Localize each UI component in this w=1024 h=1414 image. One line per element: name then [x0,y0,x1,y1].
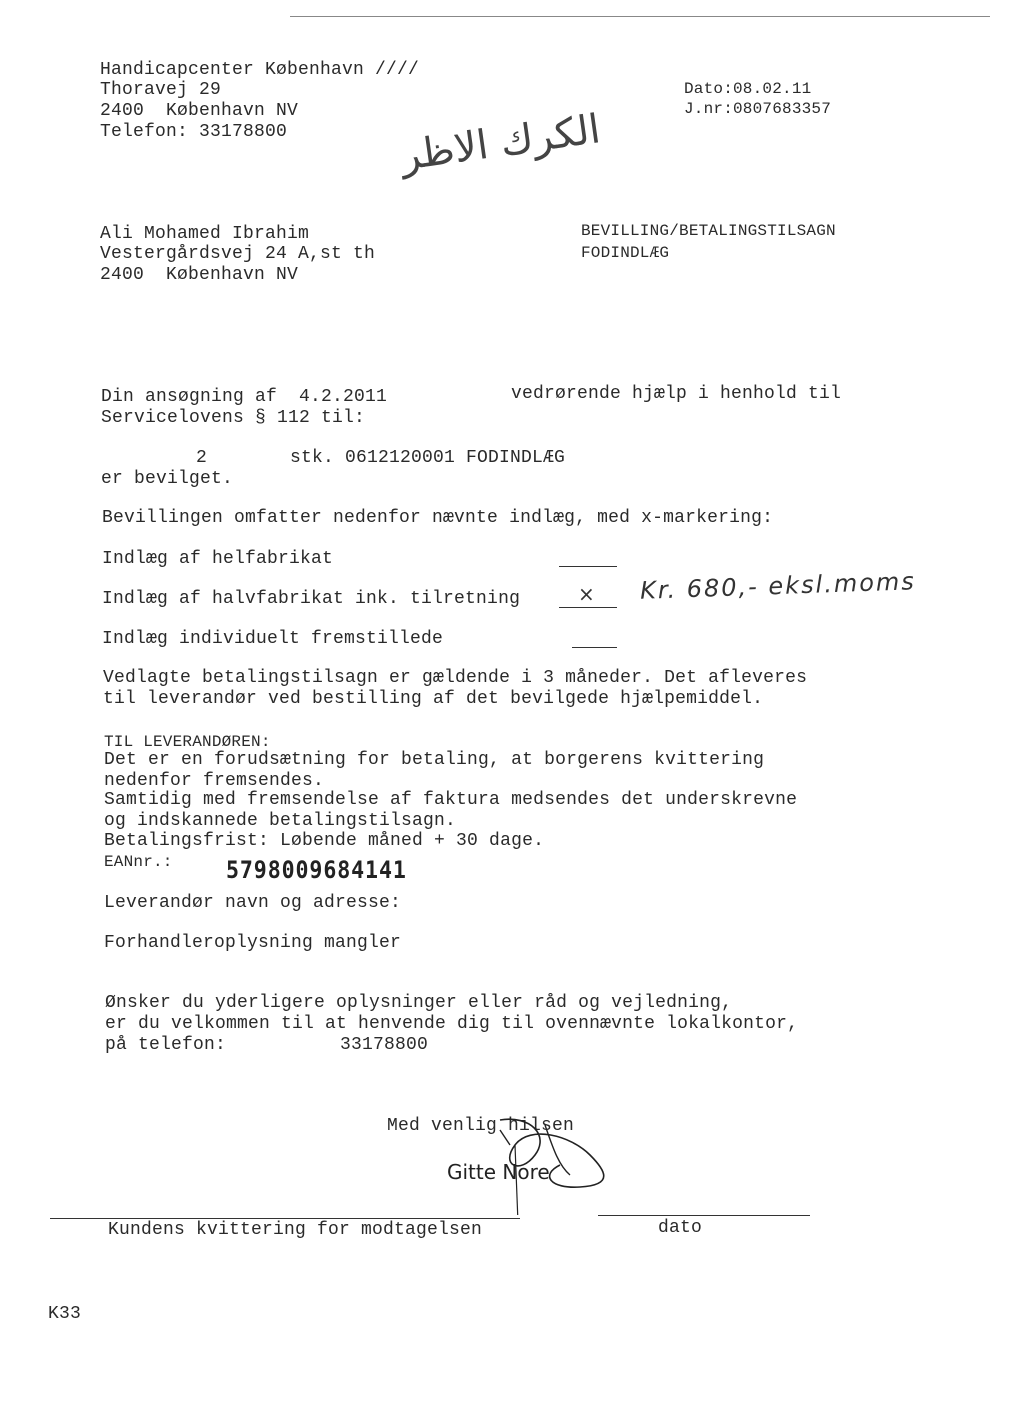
supplier-note-line-1: Det er en forudsætning for betaling, at borgerens kvittering [104,750,765,770]
doc-type-subtitle: FODINDLÆG [581,244,670,262]
handwritten-price: Kr. 680,- eksl.moms [639,567,917,605]
option-blank [559,566,617,567]
signer-name: Gitte Nore [447,1160,550,1184]
item-description: stk. 0612120001 FODINDLÆG [290,448,566,468]
supplier-note-line-2: nedenfor fremsendes. [104,771,325,791]
option-label: Indlæg af halvfabrikat ink. tilretning [102,589,521,609]
ean-label: EANnr.: [104,853,173,871]
application-line-right: vedrørende hjælp i henhold til [511,384,842,404]
contact-line-1: Ønsker du yderligere oplysninger eller råd og vejledning, [105,993,733,1013]
option-label: Indlæg individuelt fremstillede [102,629,444,649]
recipient-street: Vestergårdsvej 24 A,st th [100,244,376,264]
sender-city: 2400 København NV [100,101,299,121]
item-status: er bevilget. [101,469,234,489]
option-label: Indlæg af helfabrikat [102,549,334,569]
sender-name: Handicapcenter København //// [100,60,420,80]
receipt-date-line [598,1215,810,1216]
contact-phone: 33178800 [340,1035,429,1055]
coverage-intro: Bevillingen omfatter nedenfor nævnte indlæg, med x-markering: [102,508,774,528]
application-line-left: Din ansøgning af 4.2.2011 [101,387,388,407]
sender-street: Thoravej 29 [100,80,222,100]
recipient-name: Ali Mohamed Ibrahim [100,224,310,244]
handwritten-arabic-note: الكرك الاظر [397,106,604,180]
supplier-note-line-3: Samtidig med fremsendelse af faktura medsendes det underskrevne [104,790,798,810]
receipt-signature-line [50,1218,520,1219]
supplier-note-line-4: og indskannede betalingstilsagn. [104,811,457,831]
validity-line-2: til leverandør ved bestilling af det bevilgede hjælpemiddel. [103,689,764,709]
scan-line [290,16,990,17]
recipient-city: 2400 København NV [100,265,299,285]
application-law: Servicelovens § 112 til: [101,408,366,428]
journal-number: J.nr:0807683357 [684,100,832,118]
footer-code: K33 [48,1304,82,1324]
option-blank [559,607,617,608]
receipt-label: Kundens kvittering for modtagelsen [108,1220,483,1240]
supplier-value: Forhandleroplysning mangler [104,933,402,953]
option-checkmark: × [578,582,595,606]
contact-phone-label: på telefon: [105,1035,227,1055]
document-date: Dato:08.02.11 [684,80,812,98]
ean-number: 5798009684141 [226,856,407,884]
supplier-heading: TIL LEVERANDØREN: [104,733,271,751]
doc-type-title: BEVILLING/BETALINGSTILSAGN [581,222,836,240]
contact-line-2: er du velkommen til at henvende dig til ovennævnte lokalkontor, [105,1014,799,1034]
closing-greeting: Med venlig hilsen [387,1116,575,1136]
validity-line-1: Vedlagte betalingstilsagn er gældende i 3 måneder. Det afleveres [103,668,808,688]
option-blank [572,647,617,648]
sender-phone: Telefon: 33178800 [100,122,288,142]
item-quantity: 2 [196,448,208,468]
supplier-label: Leverandør navn og adresse: [104,893,402,913]
receipt-date-label: dato [658,1218,703,1238]
payment-deadline: Betalingsfrist: Løbende måned + 30 dage. [104,831,545,851]
